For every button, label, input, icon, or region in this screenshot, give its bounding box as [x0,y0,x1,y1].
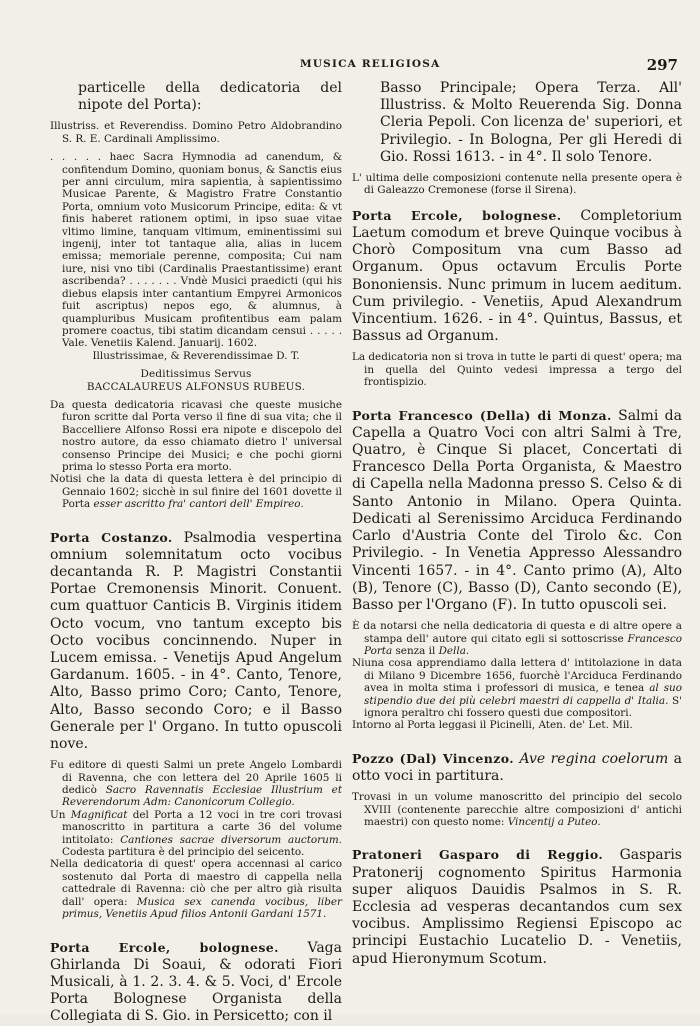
continuation-text: Basso Principale; Opera Terza. All' Illustriss. & Molto Reuerenda Sig. Donna Cleria Pepoli. Con licenza de' superiori, et Privilegio. - In Bologna, Per gli Heredi di Gio. Rossi 1613. - in 4°. Il solo Tenore. [380,80,682,165]
left-column [50,80,342,1026]
entry-heading: Porta Ercole, bolognese. [352,207,562,223]
entry-heading: Porta Francesco (Della) di Monza. [352,407,612,423]
catalog-entry: Porta Costanzo. Psalmodia vespertina omnium solemnitatum octo vocibus decantanda R. P. Magistri Constantii Portae Cremonensis Minorit. Conuent. cum quattuor Canticis B. Virginis itidem Octo vocum, vno tantum excepto bis Octo vocibus concinnendo. Nuper in Lucem emissa. - Venetijs Apud Angelum Gardanum. 1605. - in 4°. Canto, Tenore, Alto, Basso primo Coro; Canto, Tenore, Alto, Basso secondo Coro; e il Basso Generale per l' Organo. In tutto opuscoli nove. [50,529,342,753]
right-column [352,80,682,968]
catalog-entry: Porta Ercole, bolognese. Vaga Ghirlanda Di Soaui, & odorati Fiori Musicali, à 1. 2. 3. 4. & 5. Voci, d' Ercole Porta Bolognese Organista della Collegiata di S. Gio. in Persicetto; con il [50,939,342,1025]
note-paragraph: Trovasi in un volume manoscritto del principio del secolo XVIII (contenente parecchie altre composizioni d' antichi maestri) con questo nome: Vincentij a Puteo. [352,791,682,828]
note-paragraph: L' ultima delle composizioni contenute nella presente opera è di Galeazzo Cremonese (forse il Sirena). [352,172,682,197]
running-title: MUSICA RELIGIOSA [300,58,441,70]
continuation-text: particelle della dedicatoria del nipote del Porta): [78,80,342,114]
note-paragraph: Un Magnificat del Porta a 12 voci in tre cori trovasi manoscritto in partitura a carte 36 del volume intitolato: Cantiones sacrae diversorum auctorum. Codesta partitura è del principio del seicento. [50,808,342,859]
note-paragraph: Nella dedicatoria di quest' opera accennasi al carico sostenuto dal Porta di maestro di cappella nella cattedrale di Ravenna: ciò che per altro già risulta dall' opera: Musica sex canenda vocibus, liber primus, Venetiis Apud filios Antonii Gardani 1571. [50,858,342,921]
note-paragraph: Notisi che la data di questa lettera è del principio di Gennaio 1602; sicchè in sul finire del 1601 dovette il Porta esser ascritto fra' cantori dell' Empireo. [50,473,342,511]
note-paragraph: È da notarsi che nella dedicatoria di questa e di altre opere a stampa dell' autore qui citato egli si sottoscrisse Francesco Porta senza il Della. [352,620,682,657]
catalog-entry: Porta Francesco (Della) di Monza. Salmi da Capella a Quatro Voci con altri Salmi à Tre, Quatro, è Cinque Si placet, Concertati di Francesco Della Porta Organista, & Maestro di Capella nella Madonna presso S. Celso & di Santo Antonio in Milano. Opera Quinta. Dedicati al Serenissimo Arciduca Ferdinando Carlo d'Austria Conte del Tirolo &c. Con Privilegio. - In Venetia Appresso Alessandro Vincenti 1657. - in 4°. Canto primo (A), Alto (B), Tenore (C), Basso (D), Canto secondo (E), Basso per l'Organo (F). In tutto opuscoli sei. [352,407,682,613]
signature-name: BACCALAUREUS ALFONSUS RUBEUS. [86,380,306,393]
dedication-body: . . . . . haec Sacra Hymnodia ad canendum, & confitendum Domino, quoniam bonus, & Sanctis eius per anni circulum, mira sapientia, à sapientissimo Musicae Parente, & Magistro Fratre Constantio Porta, omnium voto Musicorum Principe, edita: & vt finis haberet rationem optimi, in ipso suae vitae vltimo limine, tanquam vltimum, eminentissimi sui ingenij, inter tot tantaque alia, alias in lucem emissa; memoriale perenne, composita; Cui nam iure, nisi vno tibi (Cardinalis Praestantissime) erant ascribenda? . . . . . . . Vndè Musici praedicti (qui his diebus elapsis inter cantantium Empyrei Armonicos fuit ascriptus) nepos ego, & alumnus, à quampluribus Musicam profitentibus eam palam promere coactus, tibi statim dicandam censui . . . . . Vale. Venetiis Kalend. Januarij. 1602. [50,151,342,350]
catalog-entry: Porta Ercole, bolognese. Completorium Laetum comodum et breve Quinque vocibus à Chorò Compositum vna cum Basso ad Organum. Opus octavum Erculis Porte Bononiensis. Nunc primum in lucem aeditum. Cum privilegio. - Venetiis, Apud Alexandrum Vincentium. 1626. - in 4°. Quintus, Bassus, et Bassus ad Organum. [352,207,682,345]
note-paragraph: Da questa dedicatoria ricavasi che queste musiche furon scritte dal Porta verso il fine di sua vita; che il Baccelliere Alfonso Rossi era nipote e discepolo del nostro autore, da esso chiamato dietro l' universal consenso Principe dei Musici; e che pochi giorni prima lo stesso Porta era morto. [50,398,342,473]
dedication-closing: Illustrissimae, & Reverendissimae D. T. [92,349,300,362]
entry-heading: Porta Costanzo. [50,529,173,545]
catalog-entry: Pozzo (Dal) Vincenzo. Ave regina coelorum a otto voci in partitura. [352,750,683,784]
note-paragraph: Intorno al Porta leggasi il Picinelli, Aten. de' Let. Mil. [352,719,633,732]
catalog-entry: Pratoneri Gasparo di Reggio. Gasparis Pratonerij cognomento Spiritus Harmonia super aliquos Dauidis Psalmos in S. R. Ecclesia ad vesperas decantandos cum sex vocibus. Amplissimo Regiensi Episcopo ac principi Eustachio Lucatelio D. - Venetiis, apud Hieronymum Scotum. [352,847,682,967]
page-number: 297 [646,56,678,74]
note-paragraph: Fu editore di questi Salmi un prete Angelo Lombardi di Ravenna, che con lettera del 20 Aprile 1605 li dedicò Sacro Ravennatis Ecclesiae Illustrium et Reverendorum Adm: Canonicorum Collegio. [50,759,343,809]
entry-heading: Pozzo (Dal) Vincenzo. [352,750,515,766]
entry-heading: Porta Ercole, bolognese. [50,939,279,955]
dedication-address: Illustriss. et Reverendiss. Domino Petro Aldobrandino S. R. E. Cardinali Amplissimo. [50,120,342,145]
signature-line: Deditissimus Servus [140,368,252,381]
note-paragraph: Niuna cosa apprendiamo dalla lettera d' intitolazione in data di Milano 9 Dicembre 1656, fuorchè l'Arciduca Ferdinando avea in molta stima i professori di musica, e tenea al suo stipendio due dei più celebri maestri di cappella d' Italia. S' ignora peraltro chi fossero questi due compositori. [352,657,682,719]
note-paragraph: La dedicatoria non si trova in tutte le parti di quest' opera; ma in quella del Quinto vedesi impressa a tergo del frontispizio. [352,351,682,389]
entry-heading: Pratoneri Gasparo di Reggio. [352,847,604,863]
